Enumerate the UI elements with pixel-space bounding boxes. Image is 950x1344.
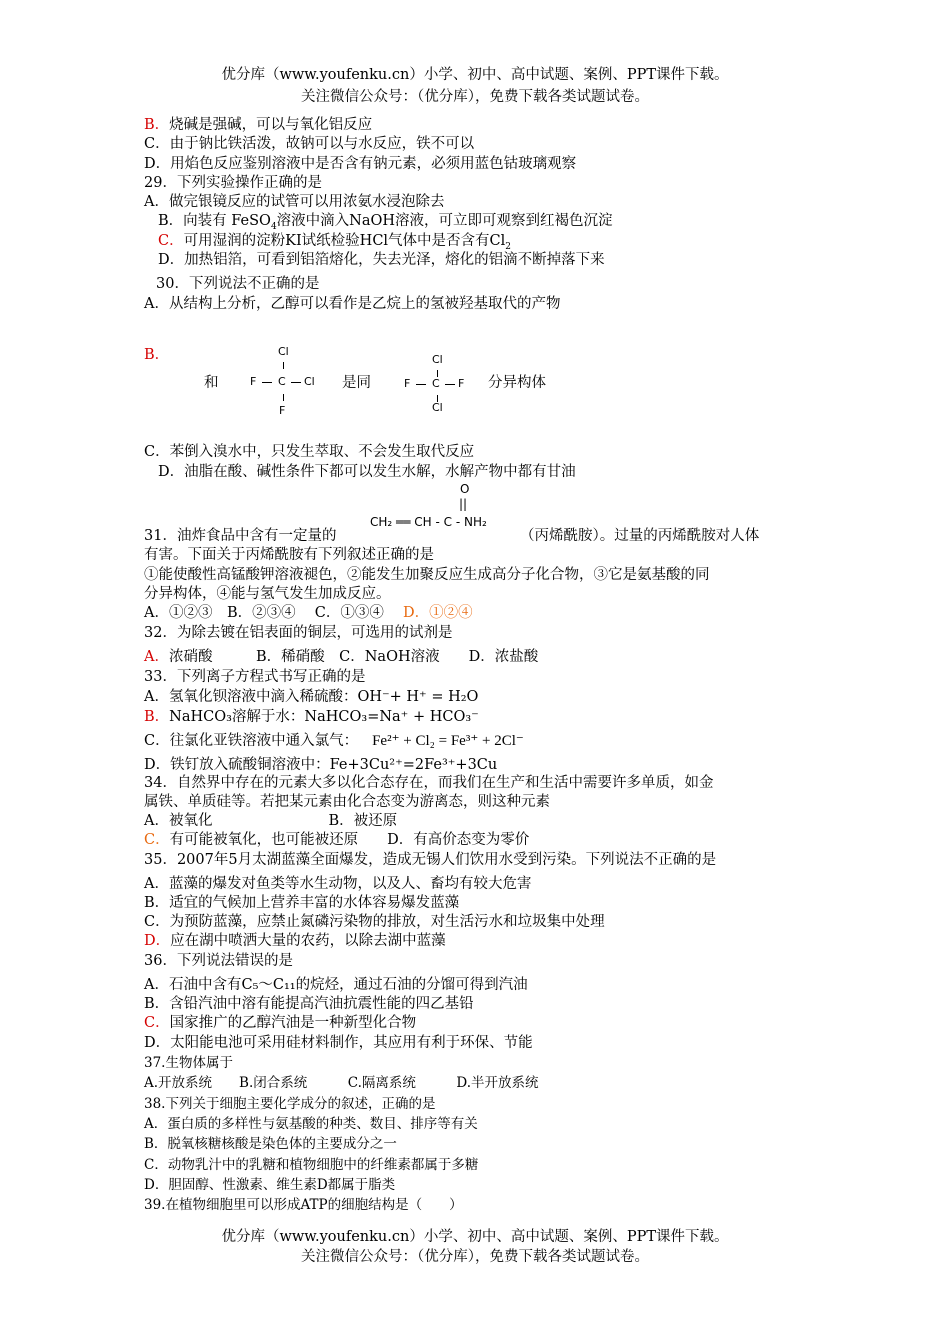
q30-stem: 30．下列说法不正确的是 — [156, 276, 320, 292]
acrylamide-double-bond: || — [459, 497, 468, 511]
q33-stem: 33．下列离子方程式书写正确的是 — [144, 669, 366, 685]
structural-formula-2: Cl F C F Cl — [404, 353, 465, 414]
acrylamide-chain: CH₂ ══ CH - C - NH₂ — [370, 515, 487, 529]
acrylamide-oxygen: O — [460, 482, 470, 496]
q29-option-b: B．向装有 FeSO$_4$溶液中滴入NaOH溶液，可立即可观察到红褐色沉淀 — [158, 213, 613, 232]
answer-letter: B． — [144, 117, 170, 133]
q32-stem: 32．为除去镀在铝表面的铜层，可选用的试剂是 — [144, 625, 453, 641]
answer-letter: C． — [144, 1015, 170, 1031]
q35-option-d: D．应在湖中喷洒大量的农药，以除去湖中蓝藻 — [144, 933, 446, 949]
q30-is-text: 是同 — [342, 375, 371, 391]
answer-letter: B． — [144, 709, 170, 725]
q31-stem-line2: 有害。下面关于丙烯酰胺有下列叙述正确的是 — [144, 547, 434, 563]
q30-option-a: A．从结构上分析，乙醇可以看作是乙烷上的氢被羟基取代的产物 — [144, 296, 561, 312]
q31-statements-line2: 分异构体，④能与氢气发生加成反应。 — [144, 586, 391, 602]
q34-options-cd: C．有可能被氧化，也可能被还原 D．有高价态变为零价 — [144, 832, 530, 848]
q33-option-b: B．NaHCO₃溶解于水：NaHCO₃=Na⁺ + HCO₃⁻ — [144, 709, 479, 725]
q38-option-c: C．动物乳汁中的乳糖和植物细胞中的纤维素都属于多糖 — [144, 1157, 479, 1173]
q38-option-b: B．脱氧核糖核酸是染色体的主要成分之一 — [144, 1136, 397, 1152]
q37-stem: 37.生物体属于 — [144, 1055, 233, 1071]
q38-stem: 38.下列关于细胞主要化学成分的叙述，正确的是 — [144, 1096, 436, 1112]
q32-options: A．浓硝酸 B．稀硝酸 C．NaOH溶液 D．浓盐酸 — [144, 649, 539, 665]
q29-option-a: A．做完银镜反应的试管可以用浓氨水浸泡除去 — [144, 194, 445, 210]
q29-option-d: D．加热铝箔，可看到铝箔熔化，失去光泽，熔化的铝滴不断掉落下来 — [158, 252, 605, 268]
answer-letter: C． — [144, 832, 170, 848]
structural-formula-1: Cl F C Cl F — [250, 345, 315, 417]
answer-letter: D． — [144, 933, 171, 949]
answer-letter: A． — [144, 649, 169, 665]
q30-and-text: 和 — [204, 375, 219, 391]
q28-option-c: C．由于钠比铁活泼，故钠可以与水反应，铁不可以 — [144, 136, 475, 152]
q28-option-d: D．用焰色反应鉴别溶液中是否含有钠元素，必须用蓝色钴玻璃观察 — [144, 156, 577, 172]
q30-isomer-text: 分异构体 — [488, 375, 546, 391]
q31-stem-post: （丙烯酰胺）。过量的丙烯酰胺对人体 — [520, 528, 760, 544]
footer-line-2: 关注微信公众号：（优分库），免费下载各类试题试卷。 — [301, 1249, 649, 1265]
q38-option-a: A．蛋白质的多样性与氨基酸的种类、数目、排序等有关 — [144, 1116, 478, 1132]
q33-option-a: A．氢氧化钡溶液中滴入稀硫酸：OH⁻+ H⁺ = H₂O — [144, 689, 479, 705]
q33-option-d: D．铁钉放入硫酸铜溶液中：Fe+3Cu²⁺=2Fe³⁺+3Cu — [144, 757, 498, 773]
q36-option-c: C．国家推广的乙醇汽油是一种新型化合物 — [144, 1015, 417, 1031]
q29-option-c: C．可用湿润的淀粉KI试纸检验HCl气体中是否含有$Cl_2$ — [158, 233, 512, 252]
q31-stem-pre: 31．油炸食品中含有一定量的 — [144, 528, 337, 544]
q31-options: A．①②③ B．②③④ C．①③④ D．①②④ — [144, 605, 473, 621]
q29-stem: 29．下列实验操作正确的是 — [144, 175, 322, 191]
q38-option-d: D．胆固醇、性激素、维生素D都属于脂类 — [144, 1177, 396, 1193]
q30-option-c: C．苯倒入溴水中，只发生萃取、不会发生取代反应 — [144, 444, 475, 460]
q28-option-b: B．烧碱是强碱，可以与氧化铝反应 — [144, 117, 373, 133]
q35-stem: 35．2007年5月太湖蓝藻全面爆发，造成无锡人们饮用水受到污染。下列说法不正确的是 — [144, 852, 717, 868]
q36-option-a: A．石油中含有C₅～C₁₁的烷烃，通过石油的分馏可得到汽油 — [144, 977, 528, 993]
answer-option: D．①②④ — [402, 605, 473, 621]
q37-options: A.开放系统 B.闭合系统 C.隔离系统 D.半开放系统 — [144, 1075, 539, 1091]
q30-option-d: D．油脂在酸、碱性条件下都可以发生水解，水解产物中都有甘油 — [158, 464, 576, 480]
q36-option-d: D．太阳能电池可采用硅材料制作，其应用有利于环保、节能 — [144, 1035, 533, 1051]
header-line-2: 关注微信公众号：（优分库），免费下载各类试题试卷。 — [301, 89, 649, 105]
q34-stem-line1: 34．自然界中存在的元素大多以化合态存在，而我们在生产和生活中需要许多单质，如金 — [144, 775, 714, 791]
q35-option-a: A．蓝藻的爆发对鱼类等水生动物，以及人、畜均有较大危害 — [144, 876, 532, 892]
q35-option-c: C．为预防蓝藻，应禁止氮磷污染物的排放，对生活污水和垃圾集中处理 — [144, 914, 605, 930]
q30-option-b-letter: B． — [144, 347, 170, 363]
q31-statements-line1: ①能使酸性高锰酸钾溶液褪色，②能发生加聚反应生成高分子化合物，③它是氨基酸的同 — [144, 567, 710, 583]
q36-option-b: B．含铅汽油中溶有能提高汽油抗震性能的四乙基铅 — [144, 996, 474, 1012]
header-line-1: 优分库（www.youfenku.cn）小学、初中、高中试题、案例、PPT课件下载。 — [221, 67, 729, 83]
q39-stem: 39.在植物细胞里可以形成ATP的细胞结构是（ ） — [144, 1197, 463, 1213]
q33-option-c: C．往氯化亚铁溶液中通入氯气： Fe²⁺ + Cl₂ = Fe³⁺ + 2Cl⁻ — [144, 733, 524, 749]
answer-letter: C． — [158, 233, 184, 249]
q34-options-ab: A．被氧化 B．被还原 — [144, 813, 398, 829]
q34-stem-line2: 属铁、单质硅等。若把某元素由化合态变为游离态，则这种元素 — [144, 794, 550, 810]
footer-line-1: 优分库（www.youfenku.cn）小学、初中、高中试题、案例、PPT课件下载。 — [221, 1229, 729, 1245]
q36-stem: 36．下列说法错误的是 — [144, 953, 293, 969]
q33-equation: Fe²⁺ + Cl₂ = Fe³⁺ + 2Cl⁻ — [372, 733, 524, 749]
q35-option-b: B．适宜的气候加上营养丰富的水体容易爆发蓝藻 — [144, 895, 460, 911]
